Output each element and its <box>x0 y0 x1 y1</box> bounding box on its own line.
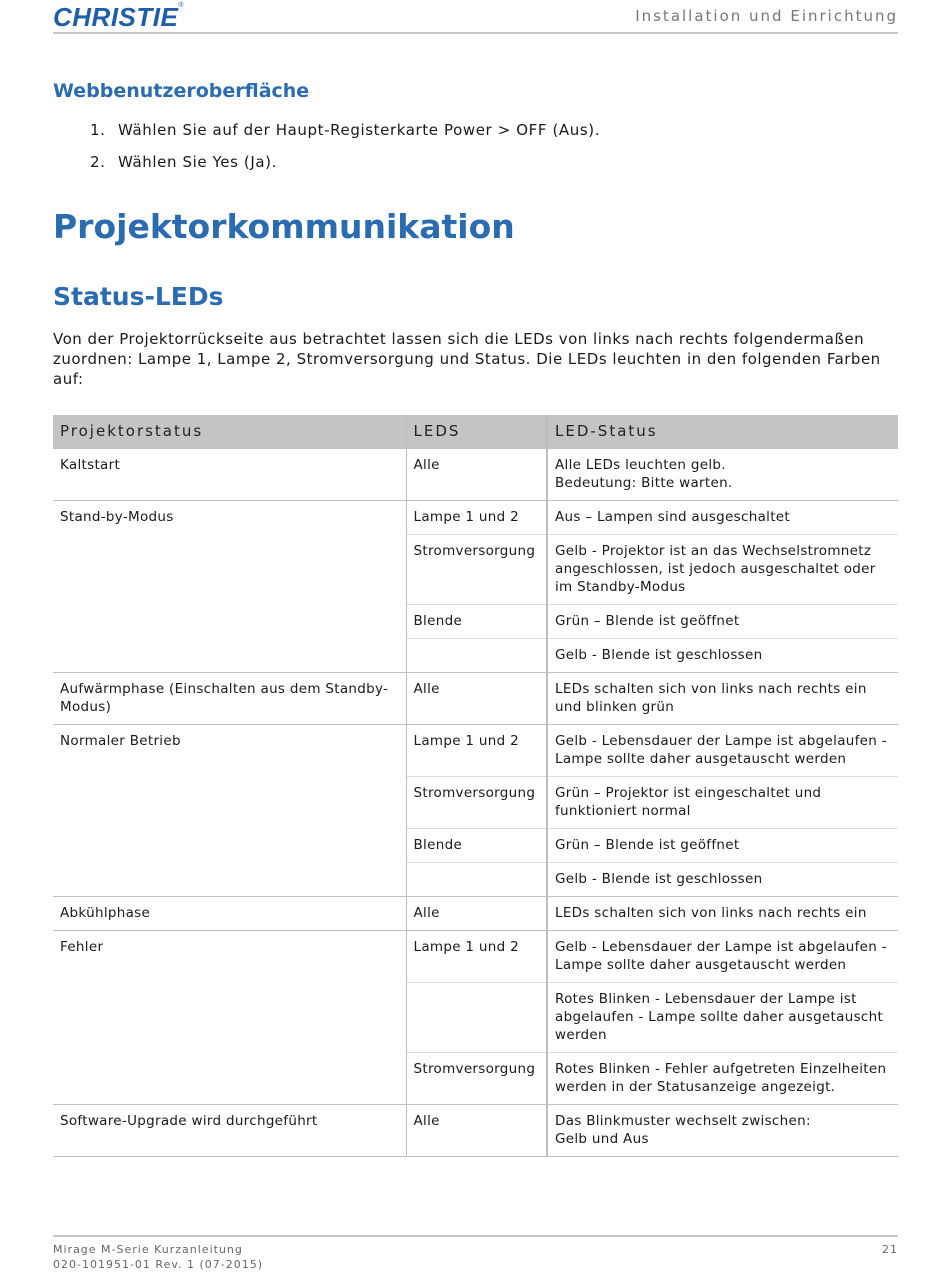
cell-led <box>406 982 547 1052</box>
cell-led: Alle <box>406 896 547 930</box>
intro-paragraph: Von der Projektorrückseite aus betrachtet lassen sich die LEDs von links nach rechts folgendermaßen zuordnen: Lampe 1, Lampe 2, Stromversorgung und Status. Die LEDs leuchten in den folgenden Farben auf: <box>53 330 881 388</box>
step-text: Wählen Sie Yes (Ja). <box>118 153 277 171</box>
cell-led: Alle <box>406 448 547 500</box>
table-row <box>53 896 898 930</box>
cell-led: Lampe 1 und 2 <box>406 500 547 534</box>
cell-projector-status: Normaler Betrieb <box>53 724 406 896</box>
table-row <box>53 1104 898 1156</box>
cell-led-status: Aus – Lampen sind ausgeschaltet <box>547 500 898 534</box>
cell-projector-status: Software-Upgrade wird durchgeführt <box>53 1104 406 1156</box>
header-led-status: LED-Status <box>547 415 898 448</box>
cell-led <box>406 862 547 896</box>
table-row <box>53 672 898 724</box>
cell-led-status: Rotes Blinken - Fehler aufgetreten Einzelheiten werden in der Statusanzeige angezeigt. <box>547 1052 898 1104</box>
footer-doc-title: Mirage M-Serie Kurzanleitung <box>53 1243 243 1256</box>
table-row <box>53 500 898 534</box>
christie-logo <box>53 2 184 33</box>
cell-led-status: Rotes Blinken - Lebensdauer der Lampe ist abgelaufen - Lampe sollte daher ausgetauscht werden <box>547 982 898 1052</box>
cell-led: Stromversorgung <box>406 534 547 604</box>
logo-text: CHRISTIE <box>53 2 179 32</box>
cell-led: Alle <box>406 672 547 724</box>
cell-led: Stromversorgung <box>406 776 547 828</box>
cell-led-status: Das Blinkmuster wechselt zwischen: Gelb und Aus <box>547 1104 898 1156</box>
cell-projector-status: Stand-by-Modus <box>53 500 406 672</box>
registered-mark: ® <box>178 2 185 9</box>
cell-led-status: Gelb - Lebensdauer der Lampe ist abgelaufen - Lampe sollte daher ausgetauscht werden <box>547 724 898 776</box>
table-row <box>53 724 898 776</box>
cell-led: Lampe 1 und 2 <box>406 930 547 982</box>
section-title: Projektorkommunikation <box>53 207 515 246</box>
header-leds: LEDS <box>406 415 547 448</box>
cell-projector-status: Aufwärmphase (Einschalten aus dem Standby-Modus) <box>53 672 406 724</box>
step-number: 2. <box>90 153 106 171</box>
cell-led <box>406 638 547 672</box>
header-projector-status: Projektorstatus <box>53 415 406 448</box>
cell-projector-status: Abkühlphase <box>53 896 406 930</box>
cell-projector-status: Kaltstart <box>53 448 406 500</box>
step-item <box>90 121 600 153</box>
footer-doc-number: 020-101951-01 Rev. 1 (07-2015) <box>53 1258 264 1271</box>
page-footer <box>53 1235 898 1272</box>
table-row <box>53 930 898 982</box>
led-status-table <box>53 415 898 1157</box>
cell-led-status: Gelb - Projektor ist an das Wechselstromnetz angeschlossen, ist jedoch ausgeschaltet oder im Standby-Modus <box>547 534 898 604</box>
cell-led-status: Gelb - Blende ist geschlossen <box>547 638 898 672</box>
cell-led-status: LEDs schalten sich von links nach rechts ein und blinken grün <box>547 672 898 724</box>
cell-led: Lampe 1 und 2 <box>406 724 547 776</box>
page-number: 21 <box>882 1243 898 1256</box>
cell-led: Blende <box>406 604 547 638</box>
table-row <box>53 448 898 500</box>
cell-led: Stromversorgung <box>406 1052 547 1104</box>
chapter-title: Installation und Einrichtung <box>635 7 898 25</box>
page-header <box>53 0 898 34</box>
step-number: 1. <box>90 121 106 139</box>
cell-led: Alle <box>406 1104 547 1156</box>
web-ui-heading: Webbenutzeroberfläche <box>53 80 310 102</box>
table-header-row <box>53 415 898 448</box>
cell-led-status: Gelb - Blende ist geschlossen <box>547 862 898 896</box>
cell-led-status: LEDs schalten sich von links nach rechts ein <box>547 896 898 930</box>
subsection-title: Status-LEDs <box>53 282 224 311</box>
cell-led-status: Grün – Blende ist geöffnet <box>547 604 898 638</box>
cell-led: Blende <box>406 828 547 862</box>
cell-led-status: Grün – Projektor ist eingeschaltet und funktioniert normal <box>547 776 898 828</box>
step-text: Wählen Sie auf der Haupt-Registerkarte Power > OFF (Aus). <box>118 121 601 139</box>
cell-led-status: Alle LEDs leuchten gelb. Bedeutung: Bitte warten. <box>547 448 898 500</box>
cell-led-status: Grün – Blende ist geöffnet <box>547 828 898 862</box>
cell-projector-status: Fehler <box>53 930 406 1104</box>
table-body <box>53 448 898 1156</box>
step-list <box>90 121 600 185</box>
cell-led-status: Gelb - Lebensdauer der Lampe ist abgelaufen - Lampe sollte daher ausgetauscht werden <box>547 930 898 982</box>
step-item <box>90 153 600 185</box>
